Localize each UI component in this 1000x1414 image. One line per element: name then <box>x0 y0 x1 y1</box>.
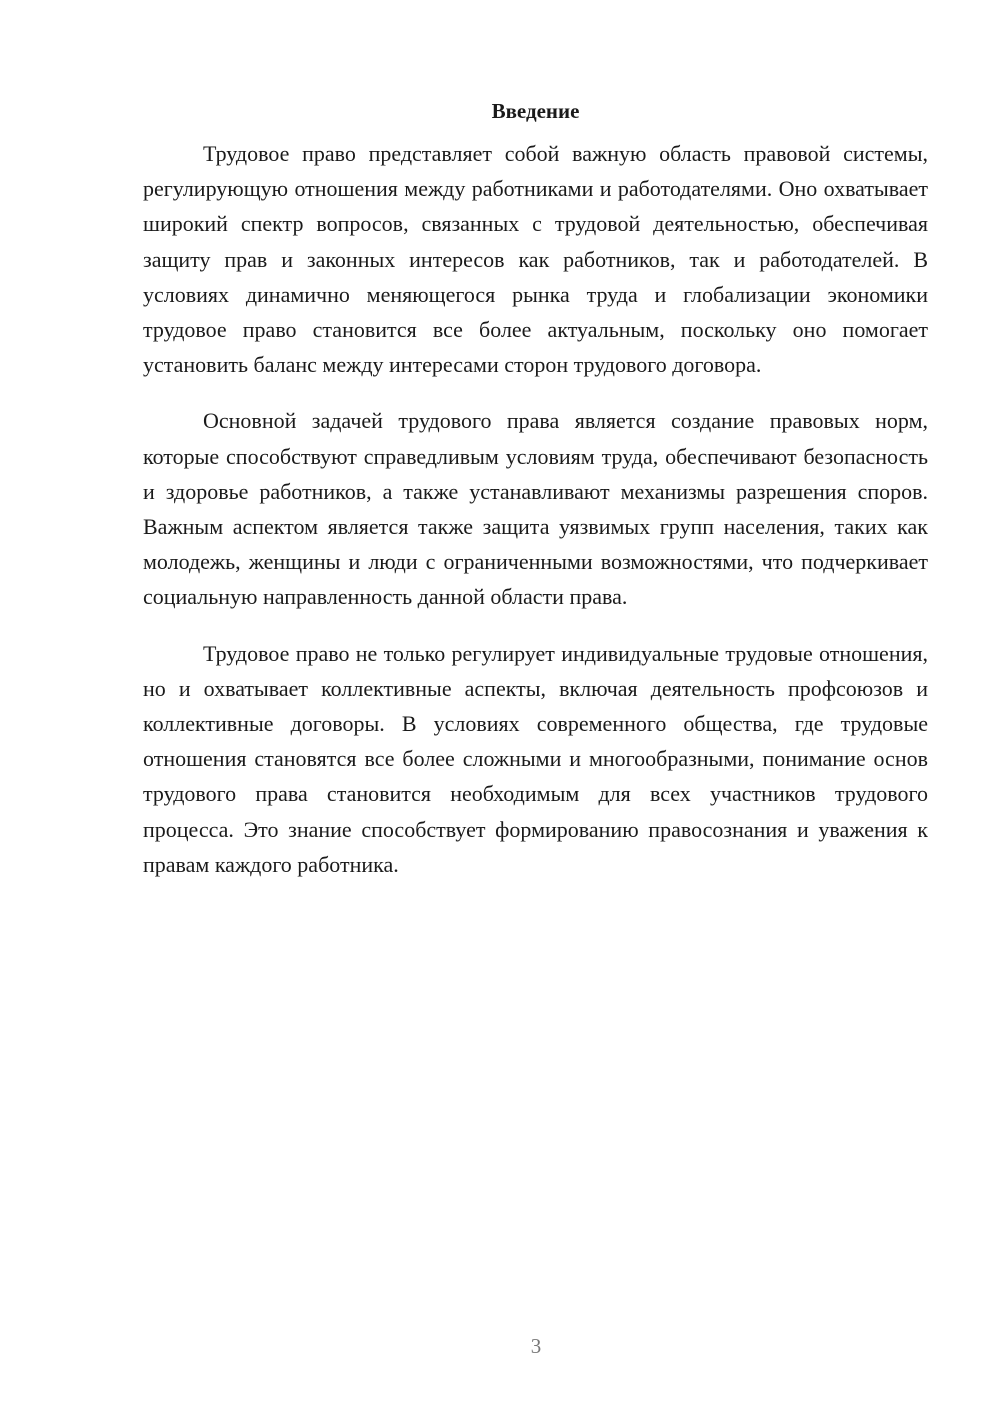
paragraph-1: Трудовое право представляет собой важную область правовой системы, регулирующую отношения между работниками и работодателями. Оно охватывает широкий спектр вопросов, связанных с трудовой деятельностью, обеспечивая защиту прав и законных интересов как работников, так и работодателей. В условиях динамично меняющегося рынка труда и глобализации экономики трудовое право становится все более актуальным, поскольку оно помогает установить баланс между интересами сторон трудового договора. <box>143 141 928 378</box>
page-number: 3 <box>530 1334 542 1358</box>
section-heading: Введение <box>491 99 580 123</box>
page-content <box>143 96 928 903</box>
paragraph-3: Трудовое право не только регулирует индивидуальные трудовые отношения, но и охватывает коллективные аспекты, включая деятельность профсоюзов и коллективные договоры. В условиях современного общества, где трудовые отношения становятся все более сложными и многообразными, понимание основ трудового права становится необходимым для всех участников трудового процесса. Это знание способствует формированию правосознания и уважения к правам каждого работника. <box>143 640 928 877</box>
paragraph-2: Основной задачей трудового права является создание правовых норм, которые способствуют справедливым условиям труда, обеспечивают безопасность и здоровье работников, а также устанавливают механизмы разрешения споров. Важным аспектом является также защита уязвимых групп населения, таких как молодежь, женщины и люди с ограниченными возможностями, что подчеркивает социальную направленность данной области права. <box>143 408 928 610</box>
